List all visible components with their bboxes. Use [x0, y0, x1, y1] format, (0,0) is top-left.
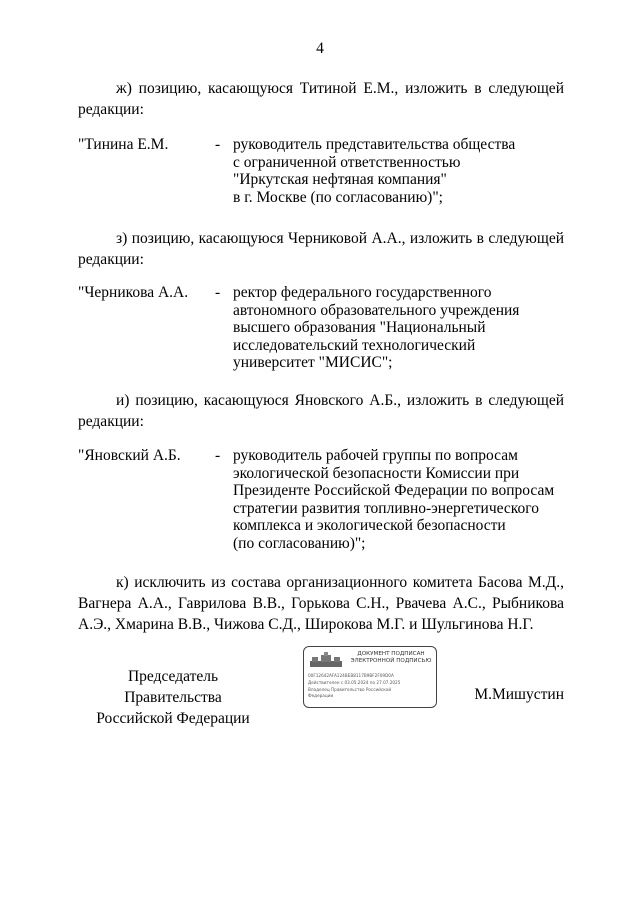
position-description: ректор федерального государственного автономного образовательного учреждения высшего образования "Национальный исследовательский технологический университет "МИСИС";	[233, 284, 520, 371]
stamp-heading: ДОКУМЕНТ ПОДПИСАН ЭЛЕКТРОННОЙ ПОДПИСЬЮ	[350, 651, 432, 664]
item-zh-intro: ж) позицию, касающуюся Титиной Е.М., изложить в следующей редакции:	[78, 80, 564, 118]
item-z-intro: з) позицию, касающуюся Черниковой А.А., изложить в следующей редакции:	[78, 230, 564, 268]
signatory-name: М.Мишустин	[474, 686, 564, 703]
person-name: "Тинина Е.М.	[78, 136, 169, 153]
dash: -	[215, 447, 221, 464]
position-description: руководитель рабочей группы по вопросам экологической безопасности Комиссии при Президенте Российской Федерации по вопросам стратегии развития топливно-энергетического комплекса и экологической безопасности (по согласованию)";	[233, 447, 555, 552]
electronic-signature-stamp	[303, 646, 437, 708]
dash: -	[215, 136, 221, 153]
person-name: "Черникова А.А.	[78, 284, 189, 301]
dash: -	[215, 284, 221, 301]
position-description: руководитель представительства общества с ограниченной ответственностью "Иркутская нефтяная компания" в г. Москве (по согласованию)";	[233, 136, 516, 206]
person-name: "Яновский А.Б.	[78, 447, 181, 464]
stamp-owner-continued: Федерации	[308, 693, 334, 698]
item-i-intro: и) позицию, касающуюся Яновского А.Б., изложить в следующей редакции:	[78, 392, 564, 430]
stamp-owner: Владелец Правительство Российской	[308, 687, 392, 692]
stamp-certificate: 00F12642AFA124BEB8117B9BF2F09D0A	[308, 673, 394, 678]
stamp-validity: Действителен с 03.05.2024 по 27.07.2025	[308, 680, 401, 685]
item-k-closing: к) исключить из состава организационного комитета Басова М.Д., Вагнера А.А., Гаврилова В.В., Горькова С.Н., Рвачева А.С., Рыбникова А.Э., Хмарина В.В., Чижова С.Д., Широкова М.Г. и Шульгинова Н.Г.	[78, 574, 564, 633]
page-number: 4	[316, 40, 324, 57]
emblem-icon	[309, 652, 343, 668]
signatory-title: Председатель Правительства Российской Федерации	[96, 668, 250, 727]
